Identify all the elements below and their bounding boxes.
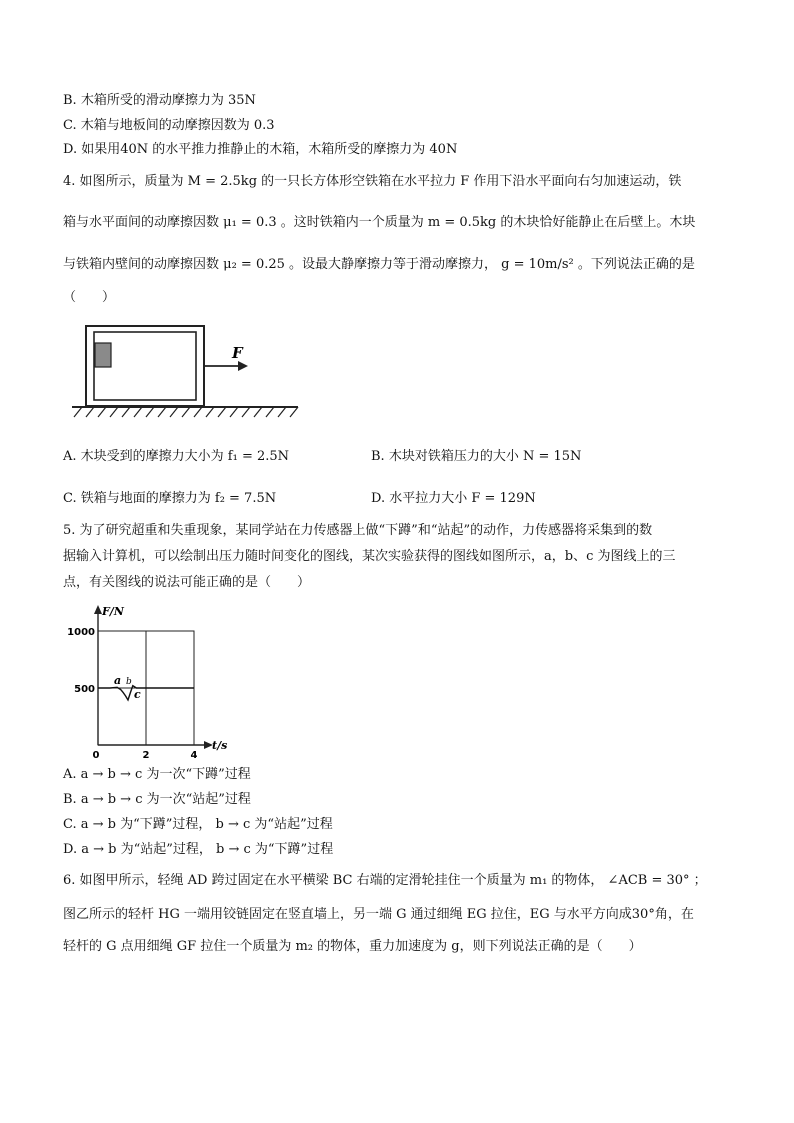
force-label: F (232, 344, 243, 362)
y-axis-arrow (94, 605, 102, 614)
q4-line-1: 4. 如图所示，质量为 M = 2.5kg 的一只长方体形空铁箱在水平拉力 F 作用下沿水平面向右匀加速运动，铁 (63, 174, 682, 189)
q5-option-c: C. a → b 为“下蹲”过程， b → c 为“站起”过程 (63, 817, 333, 832)
q5-line-1: 5. 为了研究超重和失重现象，某同学站在力传感器上做“下蹲”和“站起”的动作，力传感器将采集到的数 (63, 523, 653, 538)
q5-option-b: B. a → b → c 为一次“站起”过程 (63, 792, 251, 807)
wooden-block (95, 343, 111, 367)
y-tick-label-1000: 1000 (67, 627, 95, 638)
q5-option-a: A. a → b → c 为一次“下蹲”过程 (63, 767, 251, 782)
point-label-a: a (114, 674, 122, 687)
force-arrow-head (238, 361, 248, 371)
q4-option-d: D. 水平拉力大小 F = 129N (371, 491, 536, 506)
q6-line-2: 图乙所示的轻杆 HG 一端用铰链固定在竖直墙上，另一端 G 通过细绳 EG 拉住，EG 与水平方向成30°角，在 (63, 907, 694, 922)
x-tick-label-4: 4 (190, 750, 198, 761)
y-axis-title: F/N (102, 605, 124, 618)
q6-line-1: 6. 如图甲所示，轻绳 AD 跨过固定在水平横梁 BC 右端的定滑轮挂住一个质量为 m₁ 的物体， ∠ACB = 30° ； (63, 873, 707, 888)
point-label-b: b (126, 677, 132, 687)
force-time-chart (60, 602, 232, 762)
q4-option-b: B. 木块对铁箱压力的大小 N = 15N (371, 449, 582, 464)
q4-line-2: 箱与水平面间的动摩擦因数 μ₁ = 0.3 。这时铁箱内一个质量为 m = 0.5kg 的木块恰好能静止在后壁上。木块 (63, 215, 696, 230)
x-tick-label-0: 0 (92, 750, 100, 761)
x-axis-title: t/s (212, 739, 228, 752)
x-tick-label-2: 2 (142, 750, 150, 761)
q4-line-3: 与铁箱内壁间的动摩擦因数 μ₂ = 0.25 。设最大静摩擦力等于滑动摩擦力， g = 10m/s² 。下列说法正确的是 (63, 257, 695, 272)
ground-hatching (74, 407, 298, 417)
q4-option-c: C. 铁箱与地面的摩擦力为 f₂ = 7.5N (63, 491, 277, 506)
point-label-c: c (134, 688, 141, 701)
q5-option-d: D. a → b 为“站起”过程， b → c 为“下蹲”过程 (63, 842, 334, 857)
iron-box-figure (66, 320, 302, 424)
q4-option-a: A. 木块受到的摩擦力大小为 f₁ = 2.5N (63, 449, 290, 464)
y-tick-label-500: 500 (74, 684, 95, 695)
prev-option-c: C. 木箱与地板间的动摩擦因数为 0.3 (63, 118, 275, 133)
prev-option-d: D. 如果用40N 的水平推力推静止的木箱，木箱所受的摩擦力为 40N (63, 142, 458, 157)
q5-line-3: 点，有关图线的说法可能正确的是（ ） (63, 575, 311, 590)
q5-line-2: 据输入计算机，可以绘制出压力随时间变化的图线，某次实验获得的图线如图所示，a，b、c 为图线上的三 (63, 549, 676, 564)
q6-line-3: 轻杆的 G 点用细绳 GF 拉住一个质量为 m₂ 的物体，重力加速度为 g，则下列说法正确的是（ ） (63, 939, 642, 954)
q4-answer-blank: （ ） (63, 290, 116, 305)
prev-option-b: B. 木箱所受的滑动摩擦力为 35N (63, 93, 256, 108)
